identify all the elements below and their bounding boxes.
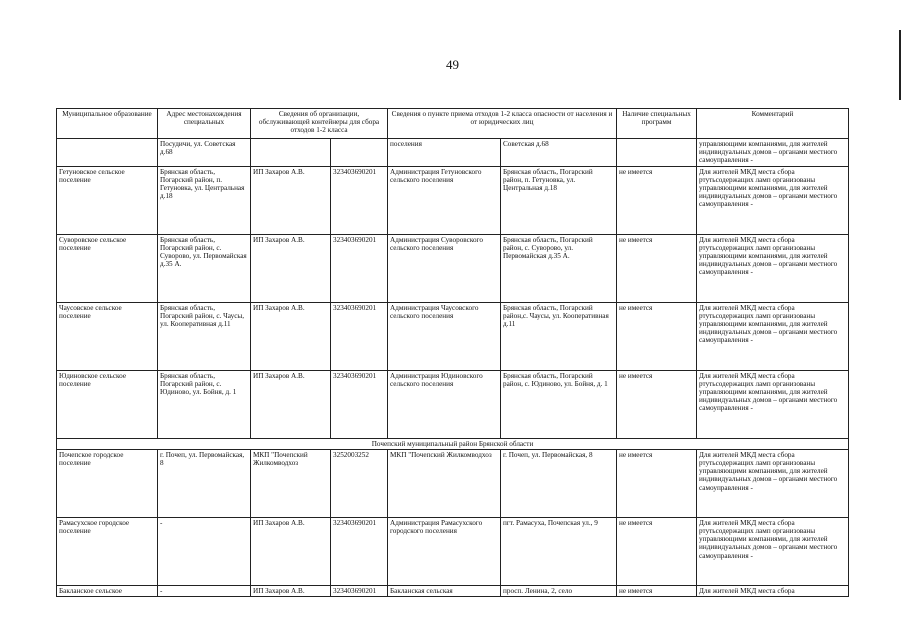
cell-point-address: Советская д.68 xyxy=(501,139,617,167)
cell-org-name: ИП Захаров А.В. xyxy=(251,166,331,234)
cell-point-name: Администрация Рамасухского городского поселения xyxy=(388,517,501,585)
cell-availability: не имеется xyxy=(617,449,697,517)
cell-point-name: Администрация Суворовского сельского поселения xyxy=(388,234,501,302)
cell-comment: Для жителей МКД места сбора ртутьсодержащих ламп организованы управляющими компаниями, для жителей индивидуальных домов – органами местного самоуправления - xyxy=(697,166,849,234)
cell-point-name: Администрация Чаусовского сельского поселения xyxy=(388,302,501,370)
cell-address: Брянская область, Погарский район, с. Юдиново, ул. Бойня, д. 1 xyxy=(158,370,251,438)
header-comment: Комментарий xyxy=(697,109,849,139)
header-municipality: Муниципальное образование xyxy=(57,109,158,139)
cell-address: - xyxy=(158,517,251,585)
collection-points-table xyxy=(56,108,849,597)
table-row xyxy=(57,234,849,302)
cell-org-inn: 323403690201 xyxy=(331,302,388,370)
cell-availability: не имеется xyxy=(617,370,697,438)
cell-point-address: Брянская область, Погарский район, с. Суворово, ул. Первомайская д.35 А. xyxy=(501,234,617,302)
cell-org-name: ИП Захаров А.В. xyxy=(251,517,331,585)
cell-address: Посудичи, ул. Советская д.68 xyxy=(158,139,251,167)
cell-municipality: Суворовское сельское поселение xyxy=(57,234,158,302)
table-row xyxy=(57,449,849,517)
cell-address: Брянская область, Погарский район, с. Чаусы, ул. Кооперативная д.11 xyxy=(158,302,251,370)
table-row xyxy=(57,166,849,234)
cell-org-inn: 3252003252 xyxy=(331,449,388,517)
header-availability: Наличие специальных программ xyxy=(617,109,697,139)
cell-municipality: Чаусовское сельское поселение xyxy=(57,302,158,370)
cell-availability: не имеется xyxy=(617,166,697,234)
cell-org-inn: 323403690201 xyxy=(331,585,388,596)
cell-availability: не имеется xyxy=(617,517,697,585)
table-row-cut-off xyxy=(57,585,849,596)
cell-org-inn: 323403690201 xyxy=(331,166,388,234)
cell-address: Брянская область, Погарский район, с. Суворово, ул. Первомайская д.35 А. xyxy=(158,234,251,302)
cell-org-name: ИП Захаров А.В. xyxy=(251,302,331,370)
cell-point-address: г. Почеп, ул. Первомайская, 8 xyxy=(501,449,617,517)
header-collection-point: Сведения о пункте приема отходов 1-2 класса опасности от населения и от юридических лиц xyxy=(388,109,617,139)
cell-municipality: Юдиновское сельское поселение xyxy=(57,370,158,438)
cell-point-address: пгт. Рамасуха, Почепская ул., 9 xyxy=(501,517,617,585)
header-address: Адрес местонахождения специальных xyxy=(158,109,251,139)
cell-address: - xyxy=(158,585,251,596)
cell-point-address: просп. Ленина, 2, село xyxy=(501,585,617,596)
table-row-continuation xyxy=(57,139,849,167)
cell-point-name: поселения xyxy=(388,139,501,167)
page-edge-mark xyxy=(899,30,901,100)
cell-org-name: ИП Захаров А.В. xyxy=(251,585,331,596)
cell-address: Брянская область, Погарский район, п. Гетуновка, ул. Центральная д.18 xyxy=(158,166,251,234)
cell-availability: не имеется xyxy=(617,302,697,370)
cell-comment: Для жителей МКД места сбора ртутьсодержащих ламп организованы управляющими компаниями, для жителей индивидуальных домов – органами местного самоуправления - xyxy=(697,517,849,585)
cell-comment: управляющими компаниями, для жителей индивидуальных домов – органами местного самоуправления - xyxy=(697,139,849,167)
cell-availability xyxy=(617,139,697,167)
cell-point-address: Брянская область, Погарский район, с. Юдиново, ул. Бойня, д. 1 xyxy=(501,370,617,438)
cell-municipality: Бакланское сельское xyxy=(57,585,158,596)
cell-point-name: Бакланская сельская xyxy=(388,585,501,596)
cell-availability: не имеется xyxy=(617,585,697,596)
section-title: Почепский муниципальный район Брянской области xyxy=(57,438,849,449)
cell-municipality xyxy=(57,139,158,167)
cell-point-name: МКП "Почепский Жилкомводхоз xyxy=(388,449,501,517)
table-header-row xyxy=(57,109,849,139)
cell-comment: Для жителей МКД места сбора ртутьсодержащих ламп организованы управляющими компаниями, для жителей индивидуальных домов – органами местного самоуправления - xyxy=(697,234,849,302)
cell-org-name xyxy=(251,139,331,167)
cell-org-name: ИП Захаров А.В. xyxy=(251,370,331,438)
cell-comment: Для жителей МКД места сбора ртутьсодержащих ламп организованы управляющими компаниями, для жителей индивидуальных домов – органами местного самоуправления - xyxy=(697,370,849,438)
header-organization: Сведения об организации, обслуживающей контейнеры для сбора отходов 1-2 класса xyxy=(251,109,388,139)
cell-availability: не имеется xyxy=(617,234,697,302)
table-row xyxy=(57,517,849,585)
cell-municipality: Рамасухское городское поселение xyxy=(57,517,158,585)
cell-municipality: Почепское городское поселение xyxy=(57,449,158,517)
table-row xyxy=(57,370,849,438)
cell-point-address: Брянская область, Погарский район, п. Гетуновка, ул. Центральная д.18 xyxy=(501,166,617,234)
cell-point-address: Брянская область, Погарский район,с. Чаусы, ул. Кооперативная д.11 xyxy=(501,302,617,370)
cell-point-name: Администрация Гетуновского сельского поселения xyxy=(388,166,501,234)
table-row xyxy=(57,302,849,370)
section-header-row xyxy=(57,438,849,449)
cell-org-name: ИП Захаров А.В. xyxy=(251,234,331,302)
page-number: 49 xyxy=(446,57,459,72)
cell-point-name: Администрация Юдиновского сельского поселения xyxy=(388,370,501,438)
cell-org-inn xyxy=(331,139,388,167)
cell-comment: Для жителей МКД места сбора ртутьсодержащих ламп организованы управляющими компаниями, для жителей индивидуальных домов – органами местного самоуправления - xyxy=(697,449,849,517)
cell-address: г. Почеп, ул. Первомайская, 8 xyxy=(158,449,251,517)
cell-comment: Для жителей МКД места сбора xyxy=(697,585,849,596)
cell-org-inn: 323403690201 xyxy=(331,234,388,302)
cell-municipality: Гетуновское сельское поселение xyxy=(57,166,158,234)
cell-org-inn: 323403690201 xyxy=(331,517,388,585)
cell-org-inn: 323403690201 xyxy=(331,370,388,438)
cell-org-name: МКП "Почепский Жилкомводхоз xyxy=(251,449,331,517)
cell-comment: Для жителей МКД места сбора ртутьсодержащих ламп организованы управляющими компаниями, для жителей индивидуальных домов – органами местного самоуправления - xyxy=(697,302,849,370)
